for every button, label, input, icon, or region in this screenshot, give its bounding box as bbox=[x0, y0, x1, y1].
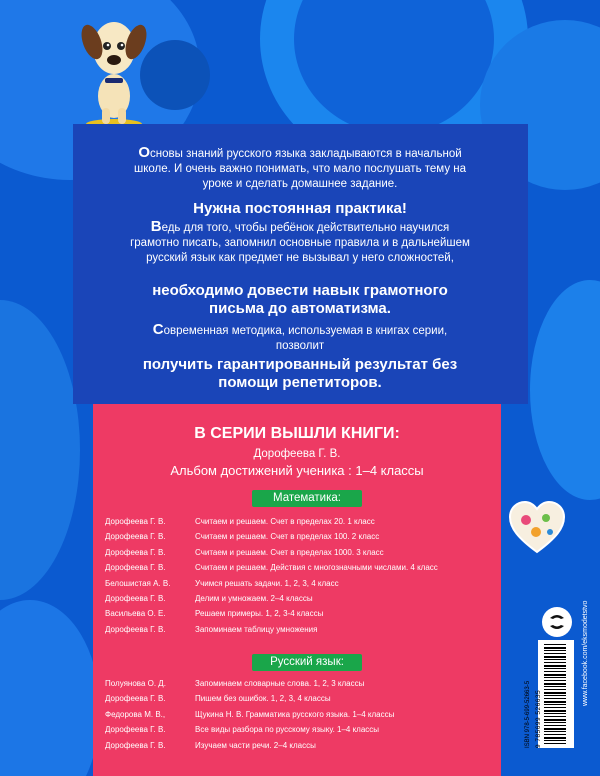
math-book-list bbox=[105, 514, 500, 637]
book-title: Запоминаем таблицу умножения bbox=[195, 624, 318, 634]
headline-automatism: необходимо довести навык грамотного письма до автоматизма. bbox=[152, 282, 448, 317]
russian-book-list bbox=[105, 676, 500, 753]
book-title: Считаем и решаем. Счет в пределах 1000. 3 класс bbox=[195, 547, 384, 557]
book-title: Делим и умножаем. 2–4 классы bbox=[195, 593, 313, 603]
book-row bbox=[105, 707, 500, 722]
book-title: Считаем и решаем. Счет в пределах 20. 1 класс bbox=[195, 517, 375, 526]
book-row bbox=[105, 722, 500, 737]
russian-heading: Русский язык: bbox=[252, 654, 362, 671]
headline-practice: Нужна постоянная практика! bbox=[193, 200, 407, 217]
isbn-text: ISBN 978-5-699-52663-5 bbox=[525, 680, 531, 748]
book-title: Считаем и решаем. Действия с многозначными числами. 4 класс bbox=[195, 563, 438, 573]
heart-badge-icon bbox=[508, 500, 566, 554]
series-author: Дорофеева Г. В. bbox=[253, 448, 341, 460]
math-heading: Математика: bbox=[252, 490, 362, 507]
book-title: Запоминаем словарные слова. 1, 2, 3 классы bbox=[195, 679, 365, 688]
book-author: Дорофеева Г. В. bbox=[105, 532, 166, 542]
book-row bbox=[105, 691, 500, 706]
book-title: Все виды разбора по русскому языку. 1–4 классы bbox=[195, 725, 380, 735]
book-title: Щукина Н. В. Грамматика русского языка. 1–4 классы bbox=[195, 709, 395, 719]
book-author: Васильева О. Е. bbox=[105, 609, 166, 619]
barcode-number: 9 785699 526635 bbox=[535, 689, 542, 748]
intro-paragraph-3: Современная методика, используемая в книгах серии, позволит bbox=[152, 321, 448, 352]
book-author: Дорофеева Г. В. bbox=[105, 694, 166, 704]
book-row bbox=[105, 591, 500, 606]
book-author: Полуянова О. Д. bbox=[105, 679, 166, 688]
headline-result: получить гарантированный результат без помощи репетиторов. bbox=[142, 356, 458, 391]
intro-paragraph-2: Ведь для того, чтобы ребёнок действительно научился грамотно писать, запомнил основные правила и в дальнейшем русский язык как предмет не вызывал у него сложностей, bbox=[130, 218, 470, 264]
book-author: Дорофеева Г. В. bbox=[105, 517, 166, 526]
book-row bbox=[105, 514, 500, 529]
publisher-logo-icon bbox=[542, 607, 572, 637]
book-row bbox=[105, 545, 500, 560]
dog-mascot-icon bbox=[78, 12, 150, 130]
barcode bbox=[538, 640, 574, 748]
book-row bbox=[105, 622, 500, 637]
series-album: Альбом достижений ученика : 1–4 классы bbox=[170, 463, 424, 478]
book-row bbox=[105, 738, 500, 753]
book-author: Дорофеева Г. В. bbox=[105, 593, 166, 603]
facebook-link[interactable]: www.facebook.com/eksmodetstvo bbox=[582, 600, 589, 706]
book-row bbox=[105, 676, 500, 691]
book-author: Дорофеева Г. В. bbox=[105, 740, 166, 750]
book-author: Белошистая А. В. bbox=[105, 578, 171, 588]
book-row bbox=[105, 576, 500, 591]
book-author: Дорофеева Г. В. bbox=[105, 725, 166, 735]
book-author: Дорофеева Г. В. bbox=[105, 563, 166, 573]
book-author: Федорова М. В., bbox=[105, 709, 166, 719]
book-author: Дорофеева Г. В. bbox=[105, 624, 166, 634]
intro-paragraph-1: Основы знаний русского языка закладываются в начальной школе. И очень важно понимать, что мало послушать тему на уроке и сделать домашнее задание. bbox=[133, 144, 467, 190]
book-title: Учимся решать задачи. 1, 2, 3, 4 класс bbox=[195, 578, 339, 588]
book-row bbox=[105, 529, 500, 544]
book-row bbox=[105, 560, 500, 575]
book-title: Пишем без ошибок. 1, 2, 3, 4 классы bbox=[195, 694, 331, 704]
book-author: Дорофеева Г. В. bbox=[105, 547, 166, 557]
book-row bbox=[105, 606, 500, 621]
series-title: В СЕРИИ ВЫШЛИ КНИГИ: bbox=[194, 425, 400, 442]
book-title: Считаем и решаем. Счет в пределах 100. 2 класс bbox=[195, 532, 380, 542]
book-title: Изучаем части речи. 2–4 классы bbox=[195, 740, 316, 750]
book-title: Решаем примеры. 1, 2, 3-4 классы bbox=[195, 609, 324, 619]
